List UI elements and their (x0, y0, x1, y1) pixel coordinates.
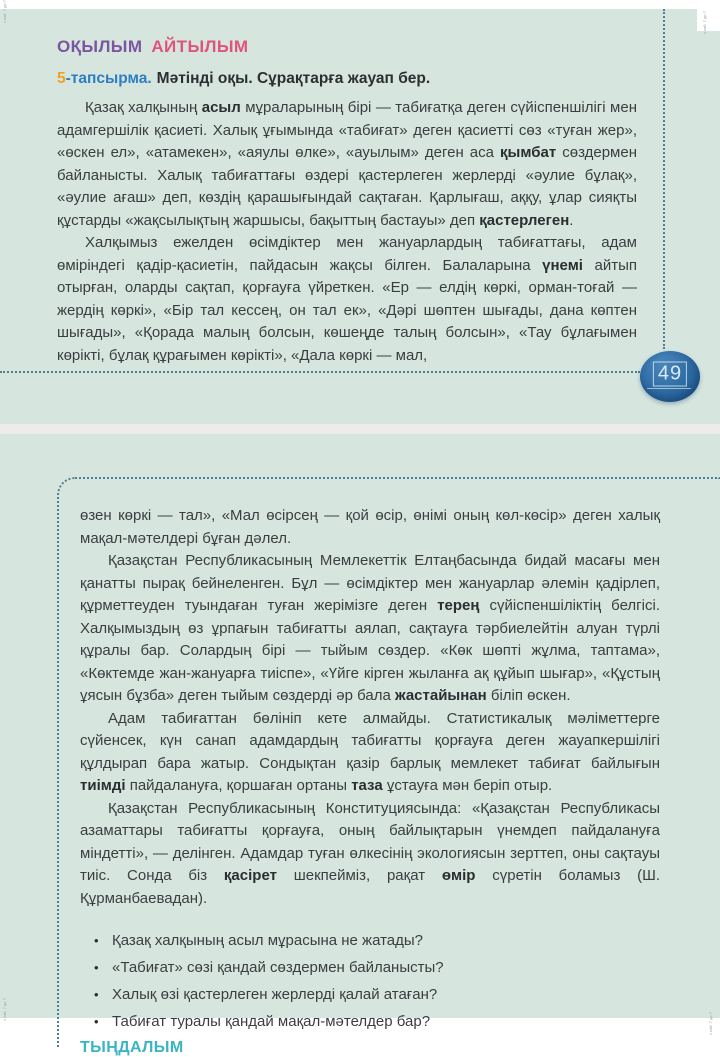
print-margin-marks-top-left: з най 7 до 7 (2, 0, 7, 24)
text-run: ұстауға мән беріп отыр. (382, 777, 553, 794)
text-run: мұраларының бірі — табиғатқа деген сүйіспеншілігі мен адамгершілік қасиеті. Халық ұғымында «табиғат» деген қасиетті сөз «туған жер», «өскен ел», «атамекен», «аяулы өлке», «ауылым» деген аса (57, 99, 637, 161)
emphasized-text: жастайынан (395, 687, 487, 704)
text-run: Халқымыз ежелден өсімдіктер мен жануарлардың табиғаттағы, адам өміріндегі қадір-қасиетін, пайдасын жақсы білген. Балаларына (57, 234, 637, 274)
question-text: «Табиғат» сөзі қандай сөздермен байланысты? (112, 959, 444, 976)
emphasized-text: өмір (441, 867, 476, 884)
page-number: 49 (653, 362, 687, 387)
task-line (57, 70, 637, 88)
paragraph (80, 708, 660, 798)
page-gap-band (0, 424, 720, 434)
section-header (57, 37, 637, 57)
emphasized-text: тиімді (80, 777, 126, 794)
text-run: . (569, 211, 574, 229)
question-item (80, 954, 660, 981)
question-item (80, 1008, 660, 1035)
print-margin-marks-top-right: з най 7 до 7 (702, 11, 707, 35)
task-number: 5 (57, 70, 66, 87)
question-list (80, 927, 660, 1035)
print-margin-marks-bottom-right: з най 7 до 7 (708, 1012, 713, 1036)
section-tab-oqylym: ОҚЫЛЫМ (57, 37, 143, 56)
page-bottom-content (80, 505, 660, 1035)
clipped-next-section-header: ТЫҢДАЛЫМ (80, 1039, 184, 1056)
top-right-corner-patch (697, 9, 720, 31)
bullet-icon: • (94, 1014, 99, 1029)
page-number-badge (640, 351, 700, 402)
task-instruction: Мәтінді оқы. Сұрақтарға жауап бер. (156, 70, 431, 87)
emphasized-text: таза (351, 777, 383, 794)
text-run: сүйіспеншіліктің белгісі. Халқымыздың өз ұрпағын табиғатты аялап, сақтауға тәрбиелейтін алуан түрлі құралы бар. Солардың бірі — тыйым сөздер. «Көк шөпті жұлма, таптама», «Көктемде жан-жануарға тиіспе», «Үйге кірген жыланға ақ құйып шығар», «Құстың ұясын бұзба» деген тыйым сөздерді әр бала (80, 597, 660, 704)
question-item (80, 927, 660, 954)
paragraph (80, 798, 660, 911)
text-run: біліп өскен. (486, 687, 571, 704)
task-word: -тапсырма. (65, 70, 152, 87)
text-run: айтып отырған, оларды сақтап, қорғауға үйреткен. «Ер — елдің көркі, орман-тоғай — жердің көркі», «Бір тал кессең, он тал ек», «Дәрі шөптен шығады, дана көптен шығады», «Қорада малың болсын, көшеңде талың болсын», «Тау бұлағымен көрікті, бұлақ құрағымен көрікті», «Дала көркі — мал, (57, 256, 638, 364)
question-item (80, 981, 660, 1008)
bullet-icon: • (94, 960, 99, 975)
text-run: өзен көркі — тал», «Мал өсірсең — қой өсір, өнімі оның көл-көсір» деген халық мақал-мәтелдері бұған дәлел. (80, 507, 660, 547)
text-run: Қазақстан Республикасының Конституциясында: «Қазақстан Республикасы азаматтары табиғатты қорғауға, оның байлықтарын үнемдеп пайдалануға міндетті», — делінген. Адамдар туған өлкесінің экологиясын зерттеп, оны сақтауы тиіс. Сонда біз (80, 799, 660, 884)
page-top-content (57, 37, 637, 367)
paragraph-continuation (80, 505, 660, 550)
horizontal-dotted-rule (0, 371, 640, 373)
text-run: сүретін боламыз (Ш. Құрманбаевадан). (80, 867, 661, 907)
emphasized-text: терең (437, 597, 480, 614)
paragraph (57, 232, 637, 367)
text-run: Қазақ халқының (85, 99, 202, 116)
text-run: пайдалануға, қоршаған ортаны (125, 777, 352, 794)
paragraph (80, 550, 660, 708)
badge-underline (647, 388, 691, 389)
emphasized-text: үнемі (542, 256, 583, 274)
text-run: сөздермен байланысты. Халық табиғаттағы өздері қастерлеген жерлерді «әулие бұлақ», «әулие ағаш» деп, көздің қарашығындай сақтаған. Қарлығаш, аққу, ұлар сияқты құстарды «жақсылықтың жаршысы, бақыттың бастауы» деп (57, 144, 637, 229)
bullet-icon: • (94, 987, 99, 1002)
print-margin-marks-bottom-left: з най 7 до 7 (2, 998, 7, 1022)
question-text: Халық өзі қастерлеген жерлерді қалай атаған? (112, 986, 438, 1003)
paragraph (57, 97, 637, 232)
question-text: Қазақ халқының асыл мұрасына не жатады? (112, 932, 424, 949)
emphasized-text: қастерлеген (479, 211, 570, 229)
emphasized-text: қымбат (500, 144, 557, 161)
text-run: шекпейміз, рақат (276, 867, 442, 884)
question-text: Табиғат туралы қандай мақал-мәтелдер бар? (112, 1013, 431, 1030)
emphasized-text: асыл (201, 99, 241, 116)
text-run: Қазақстан Республикасының Мемлекеттік Елтаңбасында бидай масағы мен қанатты пырақ бейнеленген. Бұл — өсімдіктер мен жануарлар әлемін қадірлеп, құрметтеуден туындаған туған жерімізге деген (80, 552, 660, 614)
page-top-paragraphs (57, 97, 637, 367)
page-bottom-paragraphs (80, 505, 660, 910)
bullet-icon: • (94, 933, 99, 948)
section-tab-aitylym: АЙТЫЛЫМ (151, 37, 249, 56)
text-run: Адам табиғаттан бөлініп кете алмайды. Статистикалық мәліметтерге сүйенсек, күн санап адамдардың табиғатты қорғауға деген жауапкершілігі құлдырап бара жатыр. Сондықтан қазір барлық мемлекет табиғат байлығын (80, 709, 660, 772)
vertical-dotted-rule (663, 9, 665, 349)
emphasized-text: қасірет (223, 867, 277, 884)
